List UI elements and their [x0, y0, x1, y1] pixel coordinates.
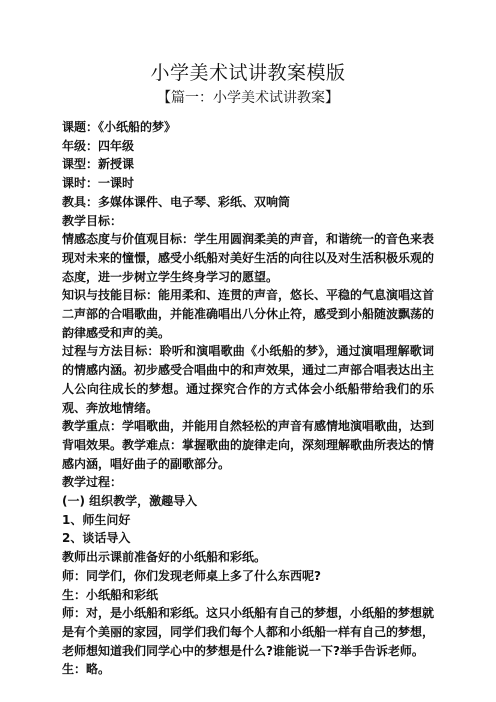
paragraph-talk-intro: 2、谈话导入 — [62, 531, 131, 546]
paragraph-teaching-aids: 教具：多媒体课件、电子琴、彩纸、双响筒 — [62, 194, 291, 209]
paragraph-periods: 课时：一课时 — [62, 176, 135, 191]
document-body — [62, 118, 434, 679]
paragraph-process-objective: 过程与方法目标：聆听和演唱歌曲《小纸船的梦》，通过演唱理解歌词的情感内涵。初步感受合唱曲中的和声效果，通过二声部合唱表达出主人公向往成长的梦想。通过探究合作的方式体会小纸船带给我们的乐观、奔放地情绪。 — [62, 344, 435, 415]
paragraph-objectives-heading: 教学目标： — [62, 213, 123, 228]
paragraph-skill-objective: 知识与技能目标：能用柔和、连贯的声音，悠长、平稳的气息演唱这首二声部的合唱歌曲，并能准确唱出八分休止符，感受到小船随波飘荡的韵律感受和声的美。 — [62, 288, 435, 340]
paragraph-student-answer: 生：小纸船和彩纸 — [62, 587, 159, 602]
paragraph-greeting: 1、师生问好 — [62, 512, 131, 527]
paragraph-key-points: 教学重点：学唱歌曲，并能用自然轻松的声音有感情地演唱歌曲，达到背唱效果。教学难点：掌握歌曲的旋律走向，深刻理解歌曲所表达的情感内涵，唱好曲子的副歌部分。 — [62, 419, 435, 471]
document-subtitle: 【篇一：小学美术试讲教案】 — [157, 90, 339, 106]
document-title: 小学美术试讲教案模版 — [150, 62, 346, 84]
paragraph-grade: 年级：四年级 — [62, 138, 135, 153]
paragraph-lesson-type: 课型：新授课 — [62, 157, 135, 172]
paragraph-teacher-dream: 师：对，是小纸船和彩纸。这只小纸船有自己的梦想，小纸船的梦想就是有个美丽的家园，同学们我们每个人都和小纸船一样有自己的梦想，老师想知道我们同学心中的梦想是什么?谁能说一下?举手告诉老师。 — [62, 606, 435, 658]
paragraph-topic: 课题：《小纸船的梦》 — [62, 120, 177, 134]
paragraph-student-omitted: 生：略。 — [62, 662, 111, 677]
paragraph-teacher-show: 教师出示课前准备好的小纸船和彩纸。 — [62, 550, 267, 565]
paragraph-teacher-question: 师：同学们，你们发现老师桌上多了什么东西呢? — [62, 568, 321, 583]
paragraph-emotion-objective: 情感态度与价值观目标：学生用圆润柔美的声音，和谐统一的音色来表现对未来的憧憬，感受小纸船对美好生活的向往以及对生活积极乐观的态度，进一步树立学生终身学习的愿望。 — [62, 232, 435, 284]
paragraph-process-heading: 教学过程： — [62, 475, 123, 490]
paragraph-step-one: (一) 组织教学，激趣导入 — [62, 494, 198, 509]
